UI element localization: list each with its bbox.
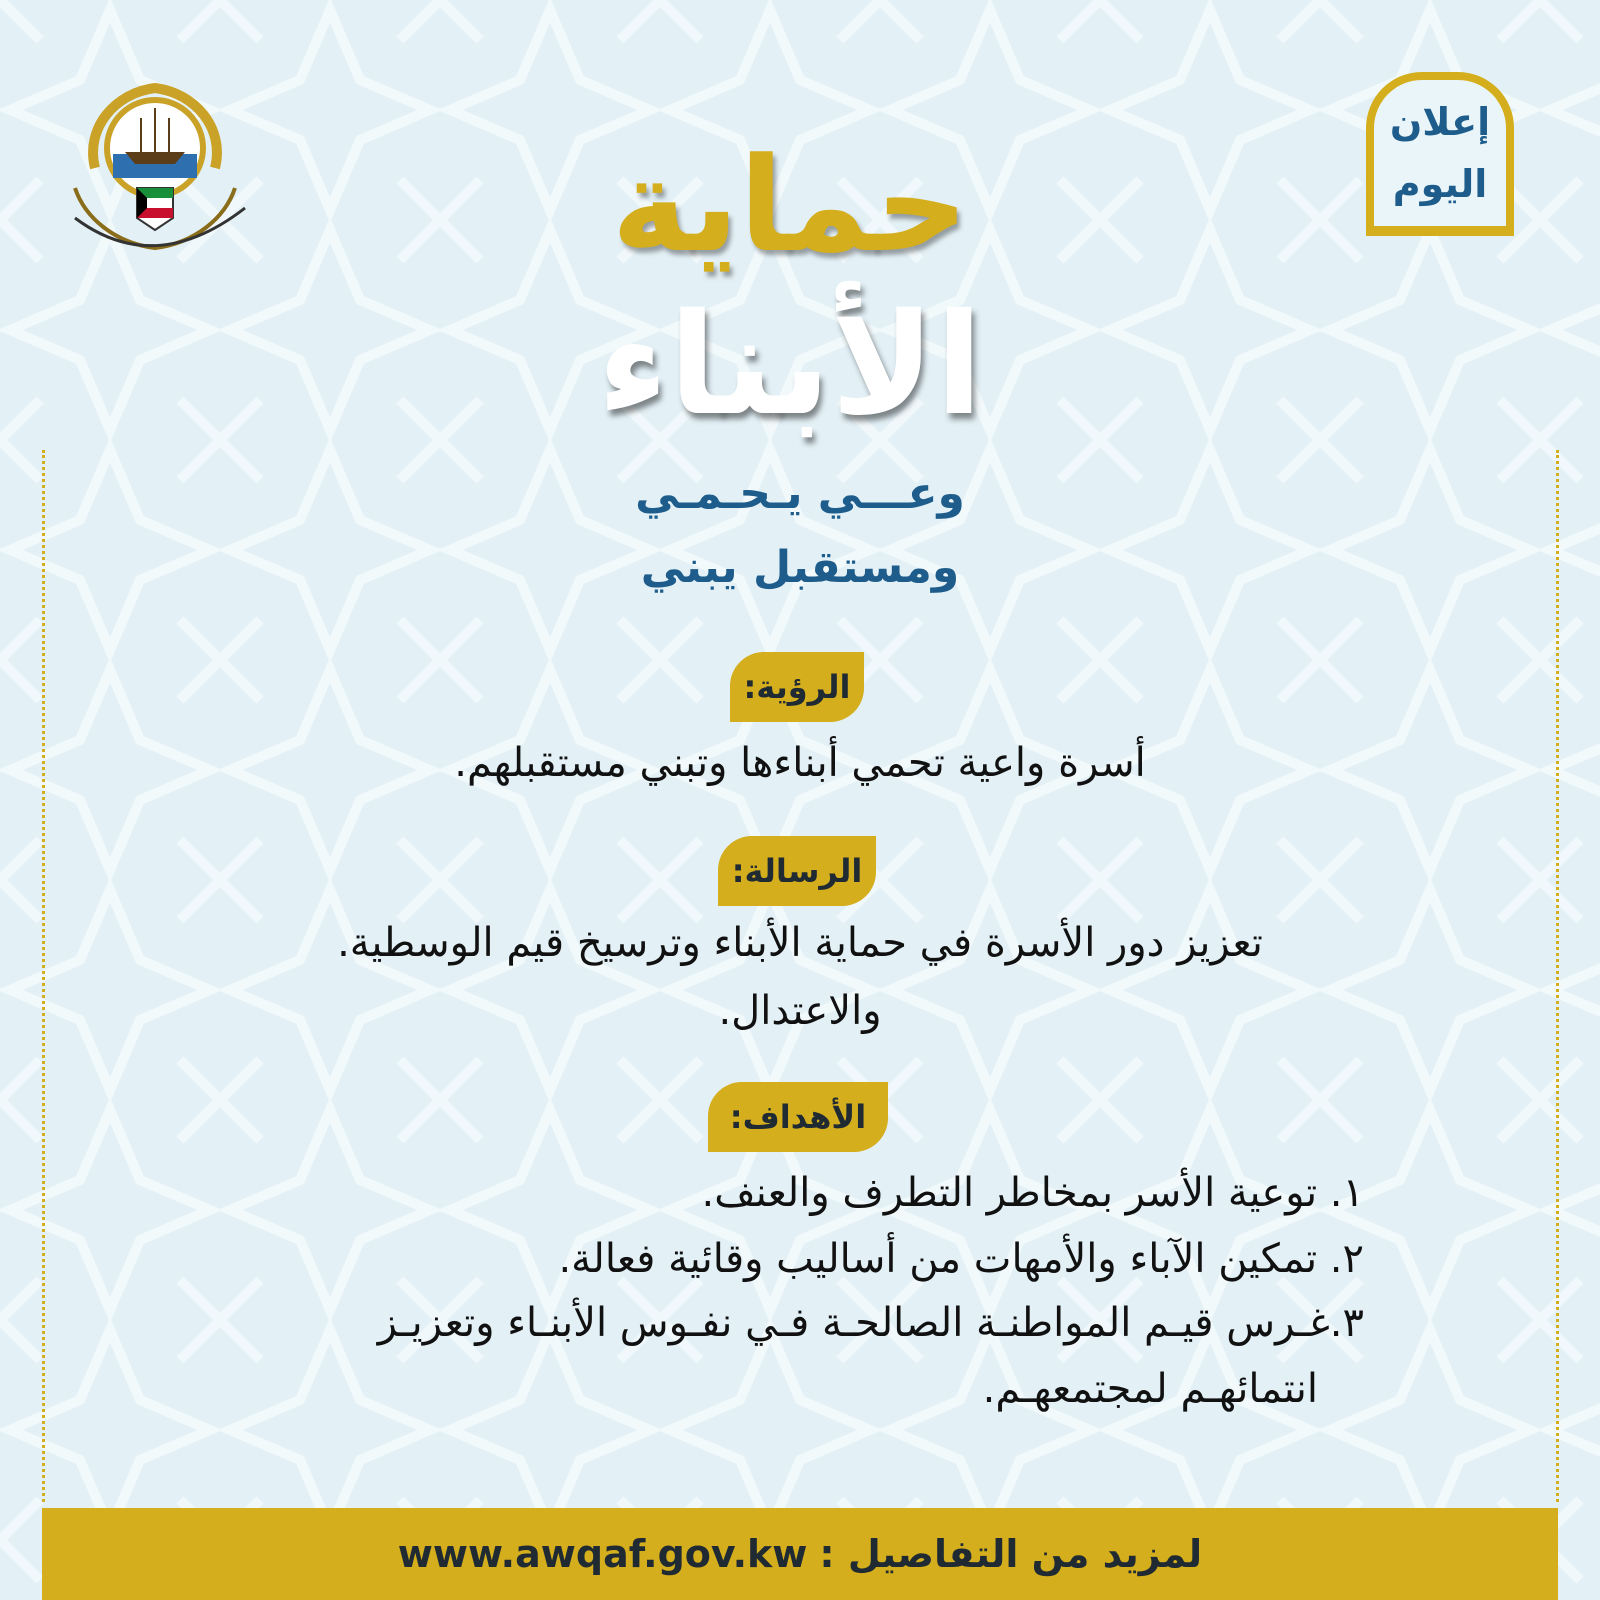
- ministry-logo: [55, 68, 255, 268]
- page-title: [560, 130, 1020, 446]
- vision-label: الرؤية:: [730, 652, 864, 722]
- footer-label: لمزيد من التفاصيل :: [819, 1532, 1203, 1576]
- message-text-line-1: تعزيز دور الأسرة في حماية الأبناء وترسيخ قيم الوسطية.: [337, 920, 1263, 966]
- badge-line-1: إعلان: [1389, 100, 1491, 144]
- footer-bar: [42, 1508, 1558, 1600]
- left-dotted-border: [42, 450, 45, 1502]
- website-link[interactable]: www.awqaf.gov.kw: [397, 1532, 808, 1576]
- vision-text: أسرة واعية تحمي أبناءها وتبني مستقبلهم.: [454, 740, 1146, 786]
- right-dotted-border: [1556, 450, 1559, 1502]
- slogan-line-2: ومستقبل يبني: [640, 542, 960, 593]
- announcement-badge: [1366, 72, 1514, 236]
- title-line-2: الأبناء: [596, 284, 984, 447]
- goal-item-1: ١. توعية الأسر بمخاطر التطرف والعنف.: [701, 1170, 1364, 1216]
- badge-line-2: اليوم: [1392, 162, 1488, 206]
- goal-item-3-continued: انتمائهـم لمجتمعهـم.: [982, 1366, 1318, 1412]
- title-line-1: حماية: [611, 129, 969, 281]
- message-label: الرسالة:: [718, 836, 876, 906]
- slogan-line-1: وعـــي يـحـمـي: [635, 468, 965, 519]
- goal-item-3: ٣.غـرس قيـم المواطنـة الصالحـة فـي نفـوس الأبنـاء وتعزيـز: [377, 1300, 1364, 1346]
- goal-item-2: ٢. تمكين الآباء والأمهات من أساليب وقائية فعالة.: [558, 1236, 1364, 1282]
- goals-label: الأهداف:: [708, 1082, 888, 1152]
- message-text-line-2: والاعتدال.: [718, 988, 882, 1034]
